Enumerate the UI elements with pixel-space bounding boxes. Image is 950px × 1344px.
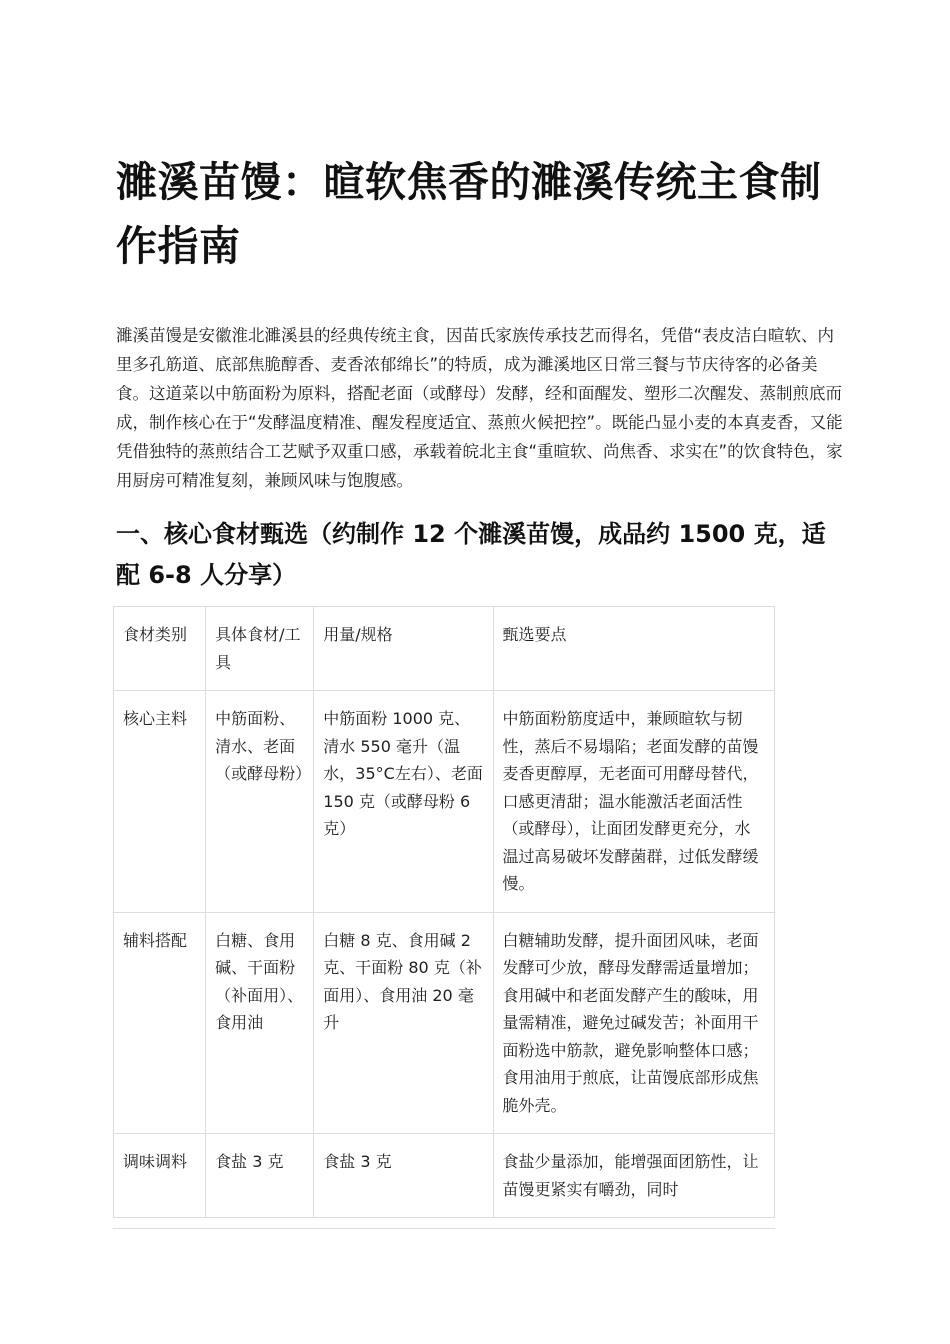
table-cell-notes: 中筋面粉筋度适中，兼顾暄软与韧性，蒸后不易塌陷；老面发酵的苗馒麦香更醇厚，无老面可用酵母替代，口感更清甜；温水能激活老面活性（或酵母），让面团发酵更充分，水温过高易破坏发酵菌群，过低发酵缓慢。 xyxy=(493,691,774,913)
table-cell-notes: 食盐少量添加，能增强面团筋性，让苗馒更紧实有嚼劲，同时 xyxy=(493,1134,774,1218)
table-cell-category: 核心主料 xyxy=(114,691,206,913)
table-header-row xyxy=(114,607,775,691)
table-cell-items: 白糖、食用碱、干面粉（补面用）、食用油 xyxy=(206,912,314,1134)
intro-paragraph: 濉溪苗馒是安徽淮北濉溪县的经典传统主食，因苗氏家族传承技艺而得名，凭借“表皮洁白暄软、内里多孔筋道、底部焦脆醇香、麦香浓郁绵长”的特质，成为濉溪地区日常三餐与节庆待客的必备美食。这道菜以中筋面粉为原料，搭配老面（或酵母）发酵，经和面醒发、塑形二次醒发、蒸制煎底而成，制作核心在于“发酵温度精准、醒发程度适宜、蒸煎火候把控”。既能凸显小麦的本真麦香，又能凭借独特的蒸煎结合工艺赋予双重口感，承载着皖北主食“重暄软、尚焦香、求实在”的饮食特色，家用厨房可精准复刻，兼顾风味与饱腹感。 xyxy=(116,326,843,490)
table-row xyxy=(114,912,775,1134)
table-header-cell: 用量/规格 xyxy=(314,607,493,691)
table-header-cell: 具体食材/工具 xyxy=(206,607,314,691)
table-cell-category: 调味调料 xyxy=(114,1134,206,1218)
section-heading-ingredients: 一、核心食材甄选（约制作 12 个濉溪苗馒，成品约 1500 克，适配 6-8 人分享） xyxy=(116,520,826,589)
ingredients-table xyxy=(113,606,775,1218)
table-cell-notes: 白糖辅助发酵，提升面团风味，老面发酵可少放，酵母发酵需适量增加；食用碱中和老面发酵产生的酸味，用量需精准，避免过碱发苦；补面用干面粉选中筋款，避免影响整体口感；食用油用于煎底，让苗馒底部形成焦脆外壳。 xyxy=(493,912,774,1134)
table-cell-category: 辅料搭配 xyxy=(114,912,206,1134)
page-title: 濉溪苗馒：暄软焦香的濉溪传统主食制作指南 xyxy=(116,158,822,270)
table-cell-amount: 食盐 3 克 xyxy=(314,1134,493,1218)
table-cell-amount: 白糖 8 克、食用碱 2 克、干面粉 80 克（补面用）、食用油 20 毫升 xyxy=(314,912,493,1134)
table-header-cell: 食材类别 xyxy=(114,607,206,691)
table-cell-items: 中筋面粉、清水、老面（或酵母粉） xyxy=(206,691,314,913)
table-row xyxy=(114,691,775,913)
table-cell-items: 食盐 3 克 xyxy=(206,1134,314,1218)
ingredients-table-container xyxy=(113,606,775,1229)
table-cell-amount: 中筋面粉 1000 克、清水 550 毫升（温水，35°C左右）、老面 150 克（或酵母粉 6 克） xyxy=(314,691,493,913)
table-header-cell: 甄选要点 xyxy=(493,607,774,691)
table-row xyxy=(114,1134,775,1218)
